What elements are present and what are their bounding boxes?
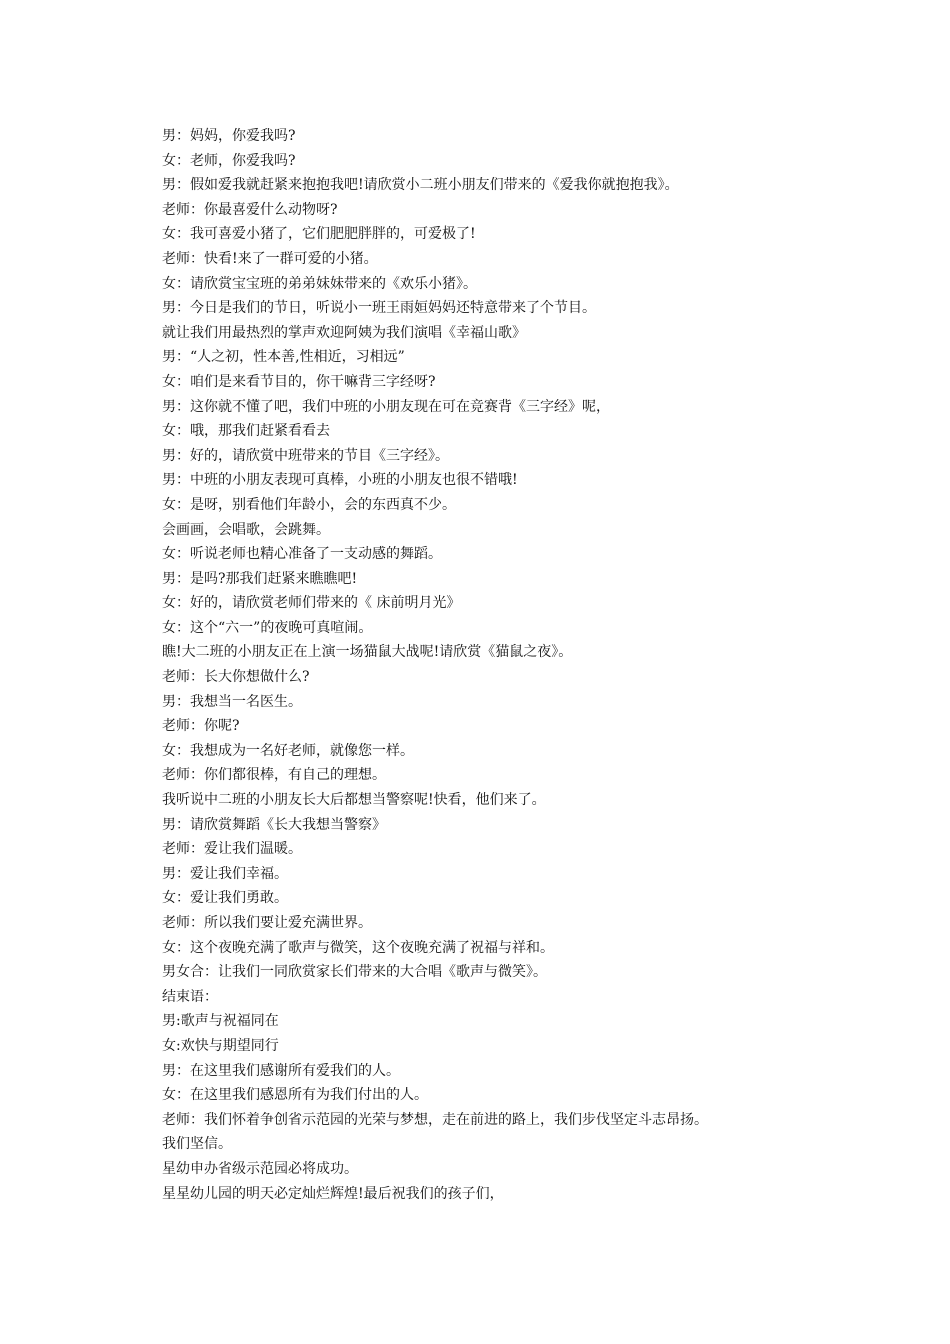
text-line: 男:歌声与祝福同在: [162, 1013, 279, 1030]
text-line: 老师：所以我们要让爱充满世界。: [162, 915, 372, 931]
text-line: 老师：你呢?: [162, 718, 240, 735]
text-line: 老师：快看!来了一群可爱的小猪。: [162, 250, 378, 267]
text-line: 男：“人之初，性本善,性相近，习相远”: [162, 349, 405, 366]
text-line: 女：好的，请欣赏老师们带来的《 床前明月光》: [162, 595, 461, 612]
text-line: 老师：我们怀着争创省示范园的光荣与梦想，走在前进的路上，我们步伐坚定斗志昂扬。: [162, 1111, 708, 1128]
text-line: 老师：爱让我们温暖。: [162, 841, 302, 858]
text-line: 男：假如爱我就赶紧来抱抱我吧!请欣赏小二班小朋友们带来的《爱我你就抱抱我》。: [162, 177, 679, 194]
text-line: 女:欢快与期望同行: [162, 1037, 279, 1054]
text-line: 女：这个夜晚充满了歌声与微笑，这个夜晚充满了祝福与祥和。: [162, 939, 554, 956]
text-line: 男：中班的小朋友表现可真棒，小班的小朋友也很不错哦!: [162, 472, 518, 489]
text-line: 女：请欣赏宝宝班的弟弟妹妹带来的《欢乐小猪》。: [162, 275, 477, 292]
text-line: 男：请欣赏舞蹈《长大我想当警察》: [162, 816, 386, 833]
text-line: 女：咱们是来看节目的，你干嘛背三字经呀?: [162, 373, 436, 390]
text-line: 星幼申办省级示范园必将成功。: [162, 1160, 358, 1177]
text-line: 女：在这里我们感恩所有为我们付出的人。: [162, 1087, 428, 1104]
text-line: 女：爱让我们勇敢。: [162, 890, 288, 907]
text-line: 女：我可喜爱小猪了，它们肥肥胖胖的，可爱极了!: [162, 226, 476, 243]
text-line: 男：妈妈，你爱我吗?: [162, 128, 296, 144]
document-body: [162, 124, 862, 1206]
text-line: 就让我们用最热烈的掌声欢迎阿姨为我们演唱《幸福山歌》: [162, 324, 526, 341]
text-line: 男：是吗?那我们赶紧来瞧瞧吧!: [162, 570, 358, 587]
text-line: 老师：你最喜爱什么动物呀?: [162, 201, 338, 218]
text-line: 女：我想成为一名好老师，就像您一样。: [162, 742, 414, 759]
text-line: 女：是呀，别看他们年龄小，会的东西真不少。: [162, 496, 456, 513]
text-line: 男女合：让我们一同欣赏家长们带来的大合唱《歌声与微笑》。: [162, 964, 547, 981]
text-line: 男：我想当一名医生。: [162, 693, 302, 710]
text-line: 男：在这里我们感谢所有爱我们的人。: [162, 1062, 400, 1079]
text-line: 我们坚信。: [162, 1136, 232, 1153]
text-line: 男：好的，请欣赏中班带来的节目《三字经》。: [162, 447, 449, 464]
text-line: 男：爱让我们幸福。: [162, 865, 288, 882]
text-line: 老师：长大你想做什么?: [162, 669, 310, 686]
text-line: 结束语：: [162, 988, 218, 1005]
text-line: 女：这个“六一”的夜晚可真喧闹。: [162, 619, 373, 636]
text-line: 我听说中二班的小朋友长大后都想当警察呢!快看，他们来了。: [162, 792, 546, 809]
text-line: 男：这你就不懂了吧，我们中班的小朋友现在可在竞赛背《三字经》呢，: [162, 398, 610, 415]
text-line: 女：听说老师也精心准备了一支动感的舞蹈。: [162, 546, 442, 563]
text-line: 会画画，会唱歌，会跳舞。: [162, 521, 330, 538]
text-line: 星星幼儿园的明天必定灿烂辉煌!最后祝我们的孩子们，: [162, 1185, 504, 1202]
text-line: 女：老师，你爱我吗?: [162, 152, 296, 169]
text-line: 老师：你们都很棒，有自己的理想。: [162, 767, 386, 784]
text-line: 女：哦，那我们赶紧看看去: [162, 423, 330, 440]
text-line: 瞧!大二班的小朋友正在上演一场猫鼠大战呢!请欣赏《猫鼠之夜》。: [162, 644, 573, 661]
text-line: 男：今日是我们的节日，听说小一班王雨姮妈妈还特意带来了个节目。: [162, 300, 596, 317]
